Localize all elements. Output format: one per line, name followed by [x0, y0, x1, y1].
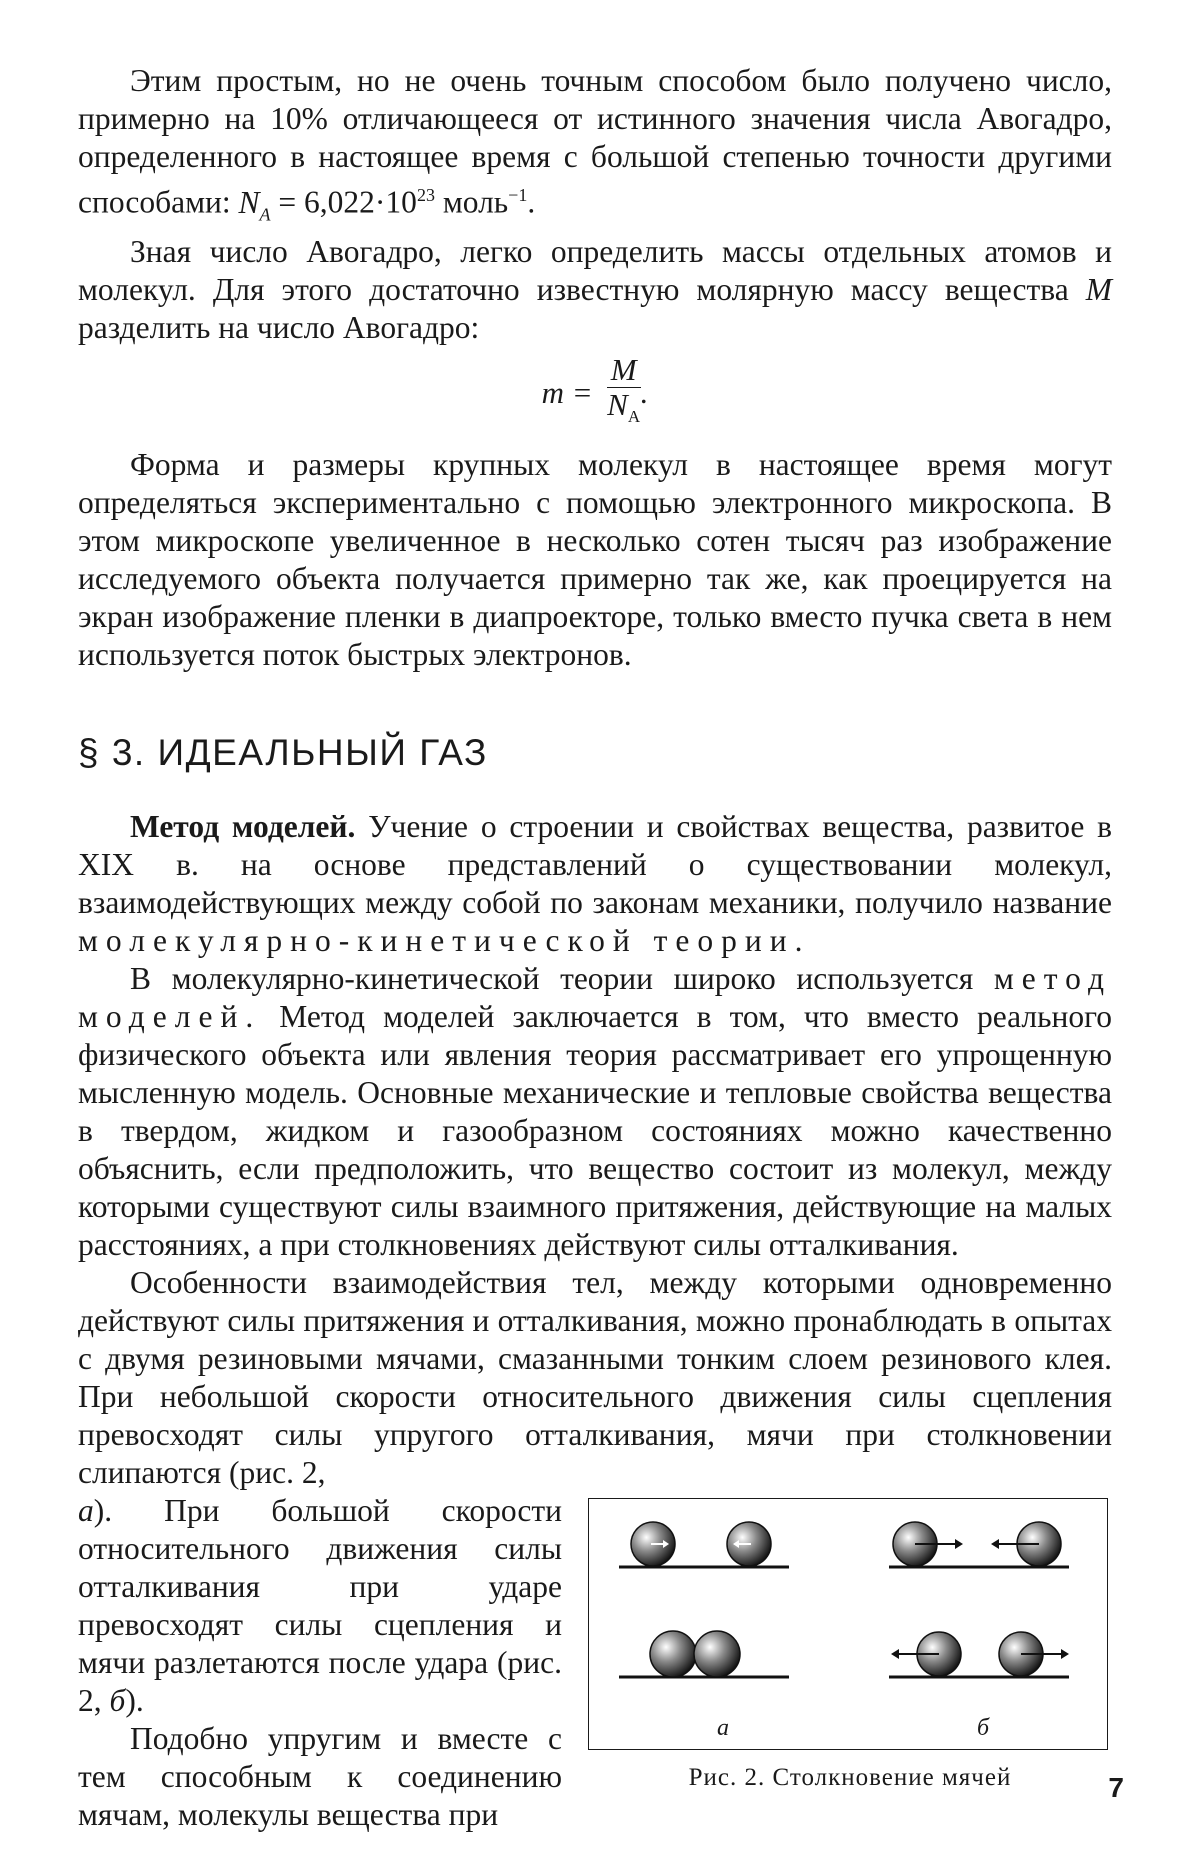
paragraph-molecule-mass: Зная число Авогадро, легко определить массы отдельных атомов и молекул. Для этого достаточно известную молярную массу вещества M разделить на число Авогадро: — [78, 233, 1112, 345]
page-content — [78, 62, 1112, 1834]
formula-numerator: M — [607, 353, 641, 388]
figure-caption: Рис. 2. Столкновение мячей — [688, 1763, 1012, 1791]
molar-mass-symbol: M — [1085, 271, 1112, 307]
panel-a-before — [619, 1522, 789, 1567]
formula-trailing: . — [640, 375, 649, 411]
formula-lhs: m = — [541, 375, 593, 411]
section-title: § 3. ИДЕАЛЬНЫЙ ГАЗ — [78, 731, 488, 773]
wrapped-block — [78, 1492, 1112, 1834]
formula-fraction — [607, 353, 641, 434]
panel-b-after — [889, 1632, 1069, 1677]
formula-denominator: $N_A$ — [607, 386, 641, 426]
figure-frame — [588, 1498, 1108, 1750]
figure-2 — [588, 1498, 1112, 1792]
run-in-heading: Метод моделей. — [130, 808, 356, 844]
fig-ref-b: б — [109, 1682, 126, 1718]
panel-a-after — [619, 1631, 789, 1677]
page-number: 7 — [1108, 1772, 1124, 1803]
avogadro-symbol: $N_A$ — [238, 184, 271, 224]
panel-label-b: б — [977, 1714, 990, 1741]
mass-formula — [78, 353, 1112, 434]
ball-collision-drawing — [589, 1499, 1107, 1749]
paragraph-electron-microscope: Форма и размеры крупных молекул в настоящее время могут определяться экспериментально с помощью электронного микроскопа. В этом микроскопе увеличенное в несколько сотен тысяч раз изображение исследуемого объекта получается примерно так же, как проецируется на экран изображение пленки в диапроекторе, только вместо пучка света в нем используется поток быстрых электронов. — [78, 446, 1112, 672]
paragraph-rubber-balls-continued: а). При большой скорости относительного движения силы отталкивания при ударе превосходят силы сцепления и мячи разлетаются после удара (рис. 2, б). — [78, 1492, 562, 1718]
fig-ref-a: а — [78, 1492, 94, 1528]
paragraph-avogadro-value: Этим простым, но не очень точным способом было получено число, примерно на 10% отличающееся от истинного значения числа Авогадро, определенного в настоящее время с большой степенью точности другими способами: $N_A = 6,022\cdot 10^{23}$ моль$^{-1}$. — [78, 63, 1112, 224]
panel-label-a: а — [717, 1714, 729, 1741]
paragraph-molecules-like-balls: Подобно упругим и вместе с тем способным к соединению мячам, молекулы вещества при — [78, 1720, 562, 1832]
paragraph-model-method: Метод моделей. Учение о строении и свойствах вещества, развитое в XIX в. на основе представлений о существовании молекул, взаимодействующих между собой по законам механики, получило название молекулярно-кинетической теории. — [78, 808, 1112, 958]
figure-wrap-area — [78, 1264, 1112, 1492]
paragraph-mkt-models: В молекулярно-кинетической теории широко используется метод моделей. Метод моделей заключается в том, что вместо реального физического объекта или явления теория рассматривает его упрощенную мысленную модель. Основные механические и тепловые свойства вещества в твердом, жидком и газообразном состояниях можно качественно объяснить, если предположить, что вещество состоит из молекул, между которыми существуют силы взаимного притяжения, действующие на малых расстояниях, а при столкновениях действуют силы отталкивания. — [78, 960, 1112, 1262]
paragraph-rubber-balls: Особенности взаимодействия тел, между которыми одновременно действуют силы притяжения и отталкивания, можно пронаблюдать в опытах с двумя резиновыми мячами, смазанными тонким слоем резинового клея. При небольшой скорости относительного движения силы сцепления превосходят силы упругого отталкивания, мячи при столкновении слипаются (рис. 2, — [78, 1264, 1112, 1490]
panel-b-before — [889, 1522, 1069, 1567]
